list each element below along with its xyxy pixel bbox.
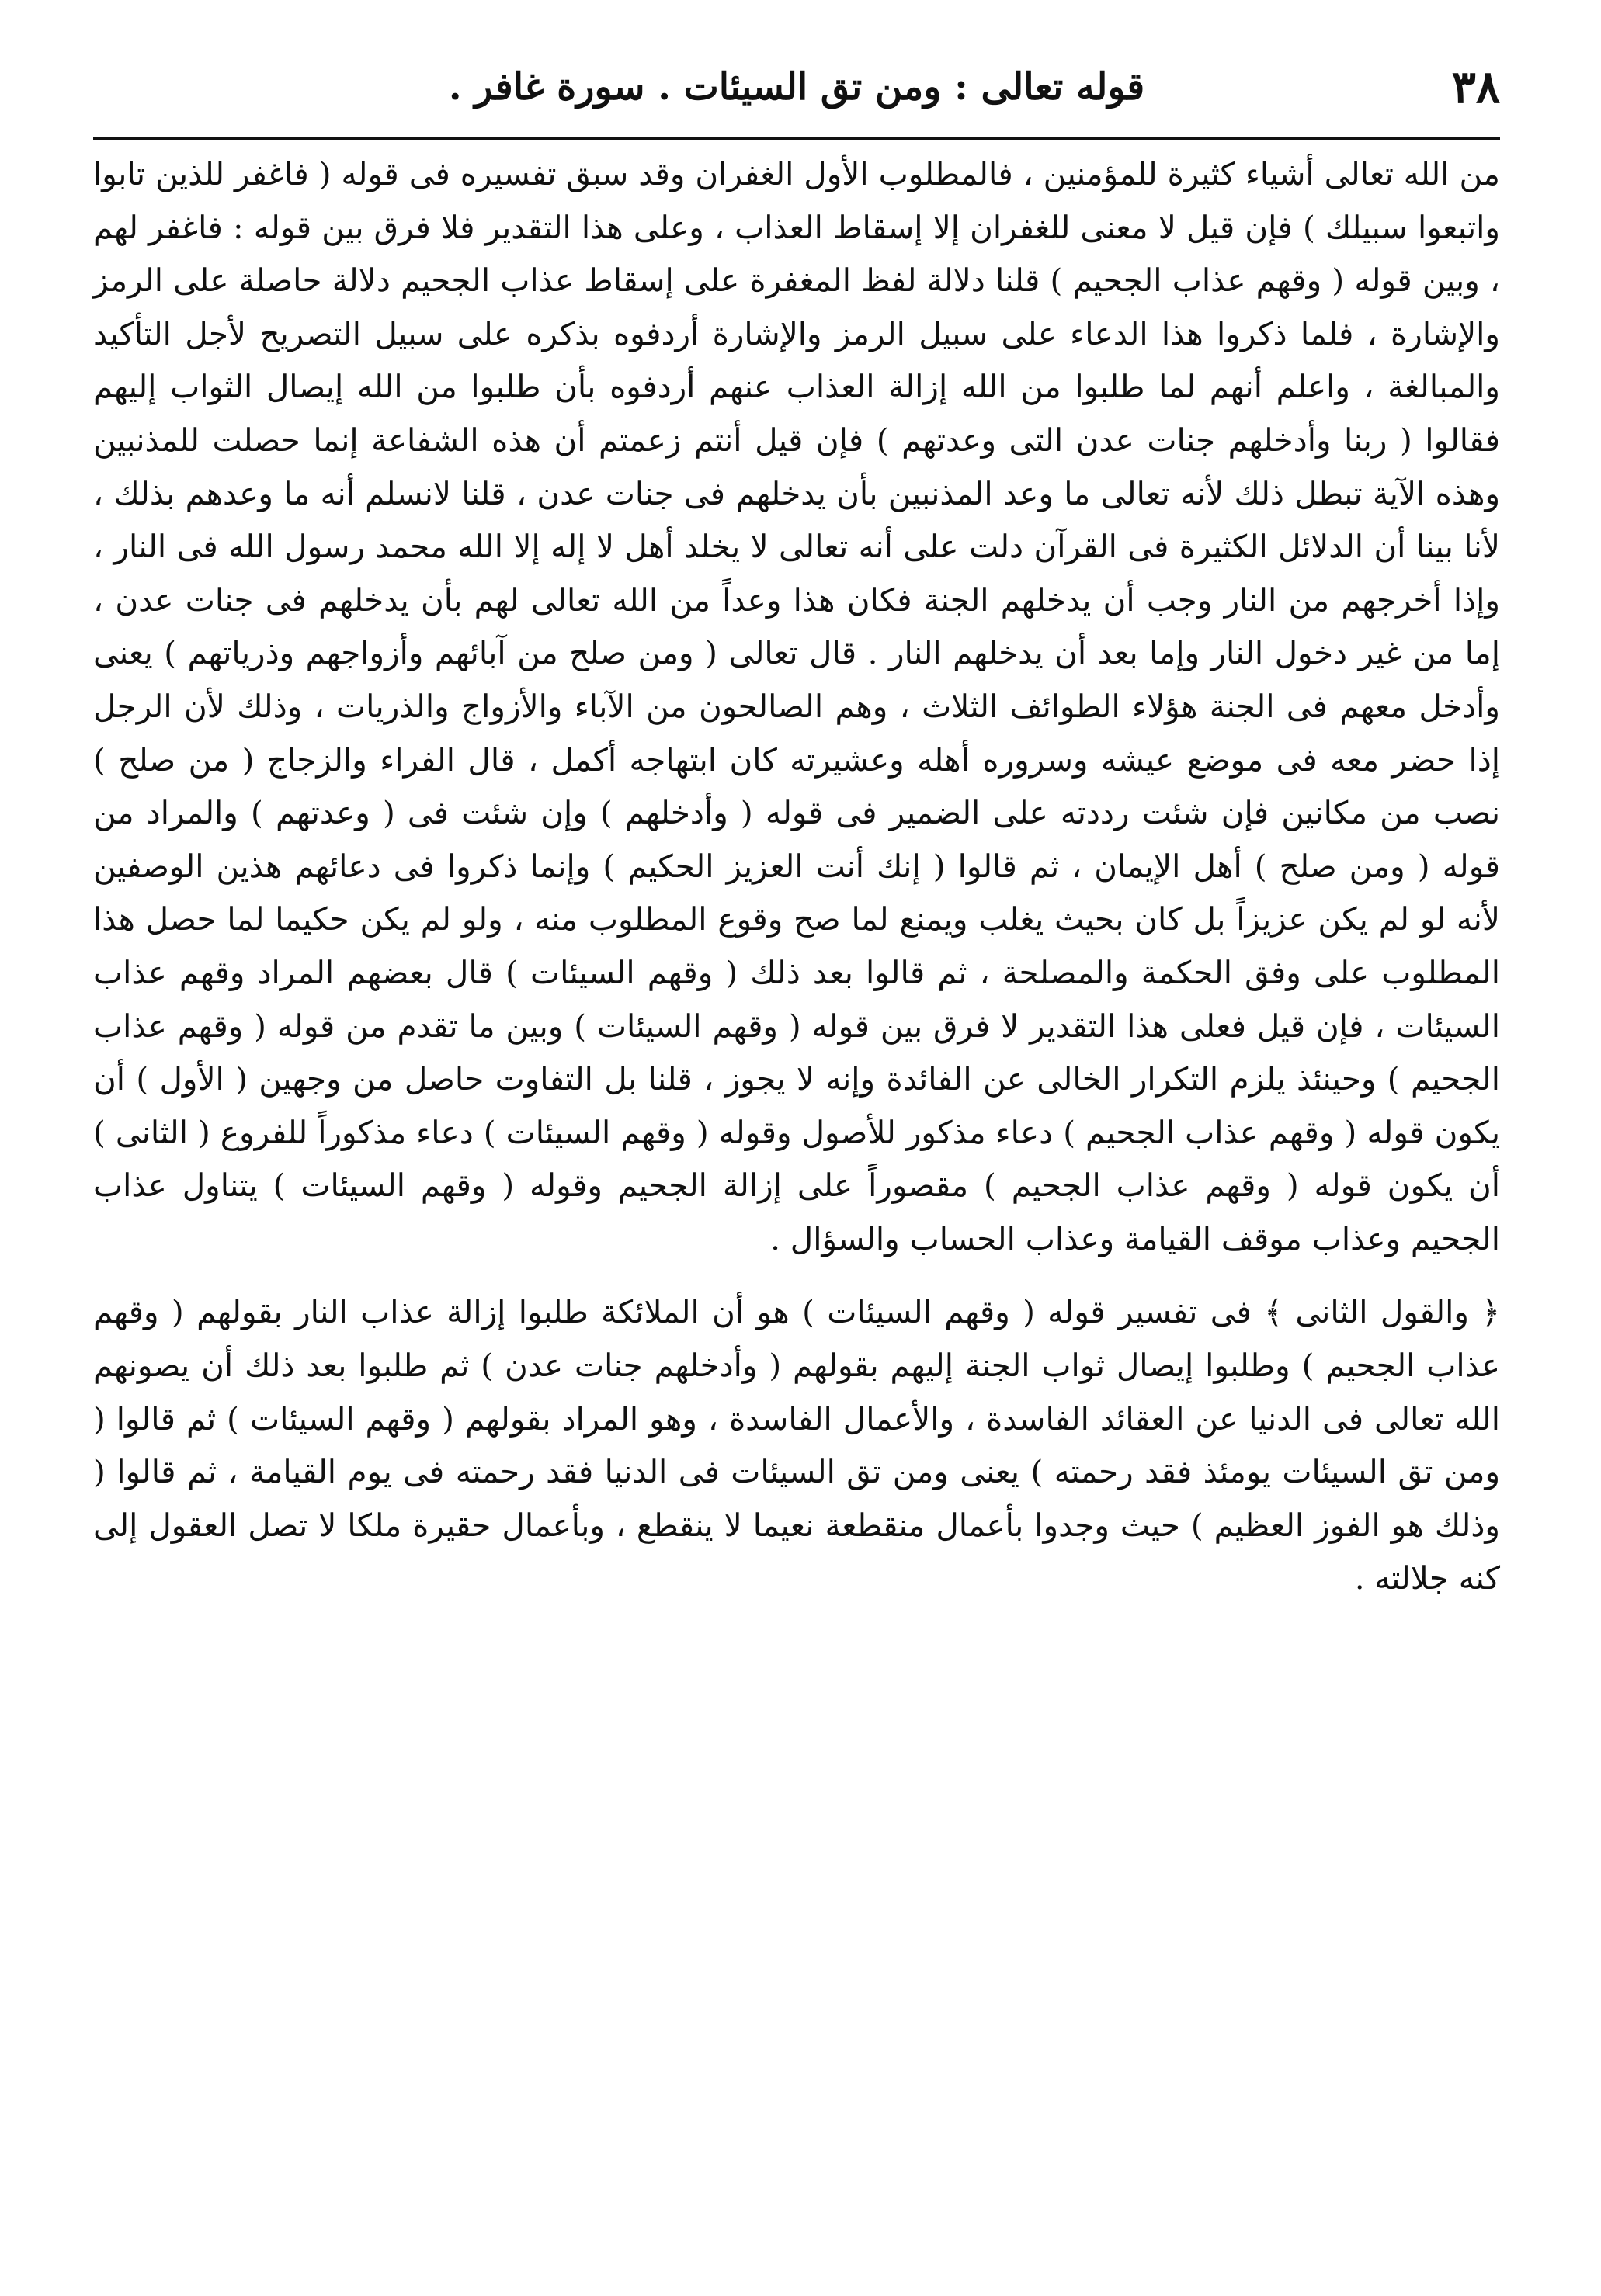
page-header [93,54,1500,140]
paragraph-2: ﴿ والقول الثانى ﴾ فى تفسير قوله ( وقهم السيئات ) هو أن الملائكة طلبوا إزالة عذاب النار بقولهم ( وقهم عذاب الجحيم ) وطلبوا إيصال ثواب الجنة إليهم بقولهم ( وأدخلهم جنات عدن ) ثم طلبوا بعد ذلك أن يصونهم الله تعالى فى الدنيا عن العقائد الفاسدة ، والأعمال الفاسدة ، وهو المراد بقولهم ( وقهم السيئات ) ثم قالوا ( ومن تق السيئات يومئذ فقد رحمته ) يعنى ومن تق السيئات فى الدنيا فقد رحمته فى يوم القيامة ، ثم قالوا ( وذلك هو الفوز العظيم ) حيث وجدوا بأعمال منقطعة نعيما لا ينقطع ، وبأعمال حقيرة ملكا لا تصل العقول إلى كنه جلالته . [93,1293,1500,1597]
running-title: قوله تعالى : ومن تق السيئات . سورة غافر . [448,65,1145,109]
page-number: ٣٨ [1451,61,1500,113]
body-text [93,147,1500,1605]
paragraph-1: من الله تعالى أشياء كثيرة للمؤمنين ، فالمطلوب الأول الغفران وقد سبق تفسيره فى قوله ( فاغفر للذين تابوا واتبعوا سبيلك ) فإن قيل لا معنى للغفران إلا إسقاط العذاب ، وعلى هذا التقدير فلا فرق بين قوله : فاغفر لهم ، وبين قوله ( وقهم عذاب الجحيم ) قلنا دلالة لفظ المغفرة على إسقاط عذاب الجحيم دلالة حاصلة على الرمز والإشارة ، فلما ذكروا هذا الدعاء على سبيل الرمز والإشارة أردفوه بذكره على سبيل التصريح لأجل التأكيد والمبالغة ، واعلم أنهم لما طلبوا من الله إزالة العذاب عنهم أردفوه بأن طلبوا من الله إيصال الثواب إليهم فقالوا ( ربنا وأدخلهم جنات عدن التى وعدتهم ) فإن قيل أنتم زعمتم أن هذه الشفاعة إنما حصلت للمذنبين وهذه الآية تبطل ذلك لأنه تعالى ما وعد المذنبين بأن يدخلهم فى جنات عدن ، قلنا لانسلم أنه ما وعدهم بذلك ، لأنا بينا أن الدلائل الكثيرة فى القرآن دلت على أنه تعالى لا يخلد أهل لا إله إلا الله محمد رسول الله فى النار ، وإذا أخرجهم من النار وجب أن يدخلهم الجنة فكان هذا وعداً من الله تعالى لهم بأن يدخلهم فى جنات عدن ، إما من غير دخول النار وإما بعد أن يدخلهم النار . قال تعالى ( ومن صلح من آبائهم وأزواجهم وذرياتهم ) يعنى وأدخل معهم فى الجنة هؤلاء الطوائف الثلاث ، وهم الصالحون من الآباء والأزواج والذريات ، وذلك لأن الرجل إذا حضر معه فى موضع عيشه وسروره أهله وعشيرته كان ابتهاجه أكمل ، قال الفراء والزجاج ( من صلح ) نصب من مكانين فإن شئت رددته على الضمير فى قوله ( وأدخلهم ) وإن شئت فى ( وعدتهم ) والمراد من قوله ( ومن صلح ) أهل الإيمان ، ثم قالوا ( إنك أنت العزيز الحكيم ) وإنما ذكروا فى دعائهم هذين الوصفين لأنه لو لم يكن عزيزاً بل كان بحيث يغلب ويمنع لما صح وقوع المطلوب منه ، ولو لم يكن حكيما لما حصل هذا المطلوب على وفق الحكمة والمصلحة ، ثم قالوا بعد ذلك ( وقهم السيئات ) قال بعضهم المراد وقهم عذاب السيئات ، فإن قيل فعلى هذا التقدير لا فرق بين قوله ( وقهم السيئات ) وبين ما تقدم من قوله ( وقهم عذاب الجحيم ) وحينئذ يلزم التكرار الخالى عن الفائدة وإنه لا يجوز ، قلنا بل التفاوت حاصل من وجهين ( الأول ) أن يكون قوله ( وقهم عذاب الجحيم ) دعاء مذكور للأصول وقوله ( وقهم السيئات ) دعاء مذكوراً للفروع ( الثانى ) أن يكون قوله ( وقهم عذاب الجحيم ) مقصوراً على إزالة الجحيم وقوله ( وقهم السيئات ) يتناول عذاب الجحيم وعذاب موقف القيامة وعذاب الحساب والسؤال . [93,155,1500,1257]
header-rule [93,137,1500,140]
